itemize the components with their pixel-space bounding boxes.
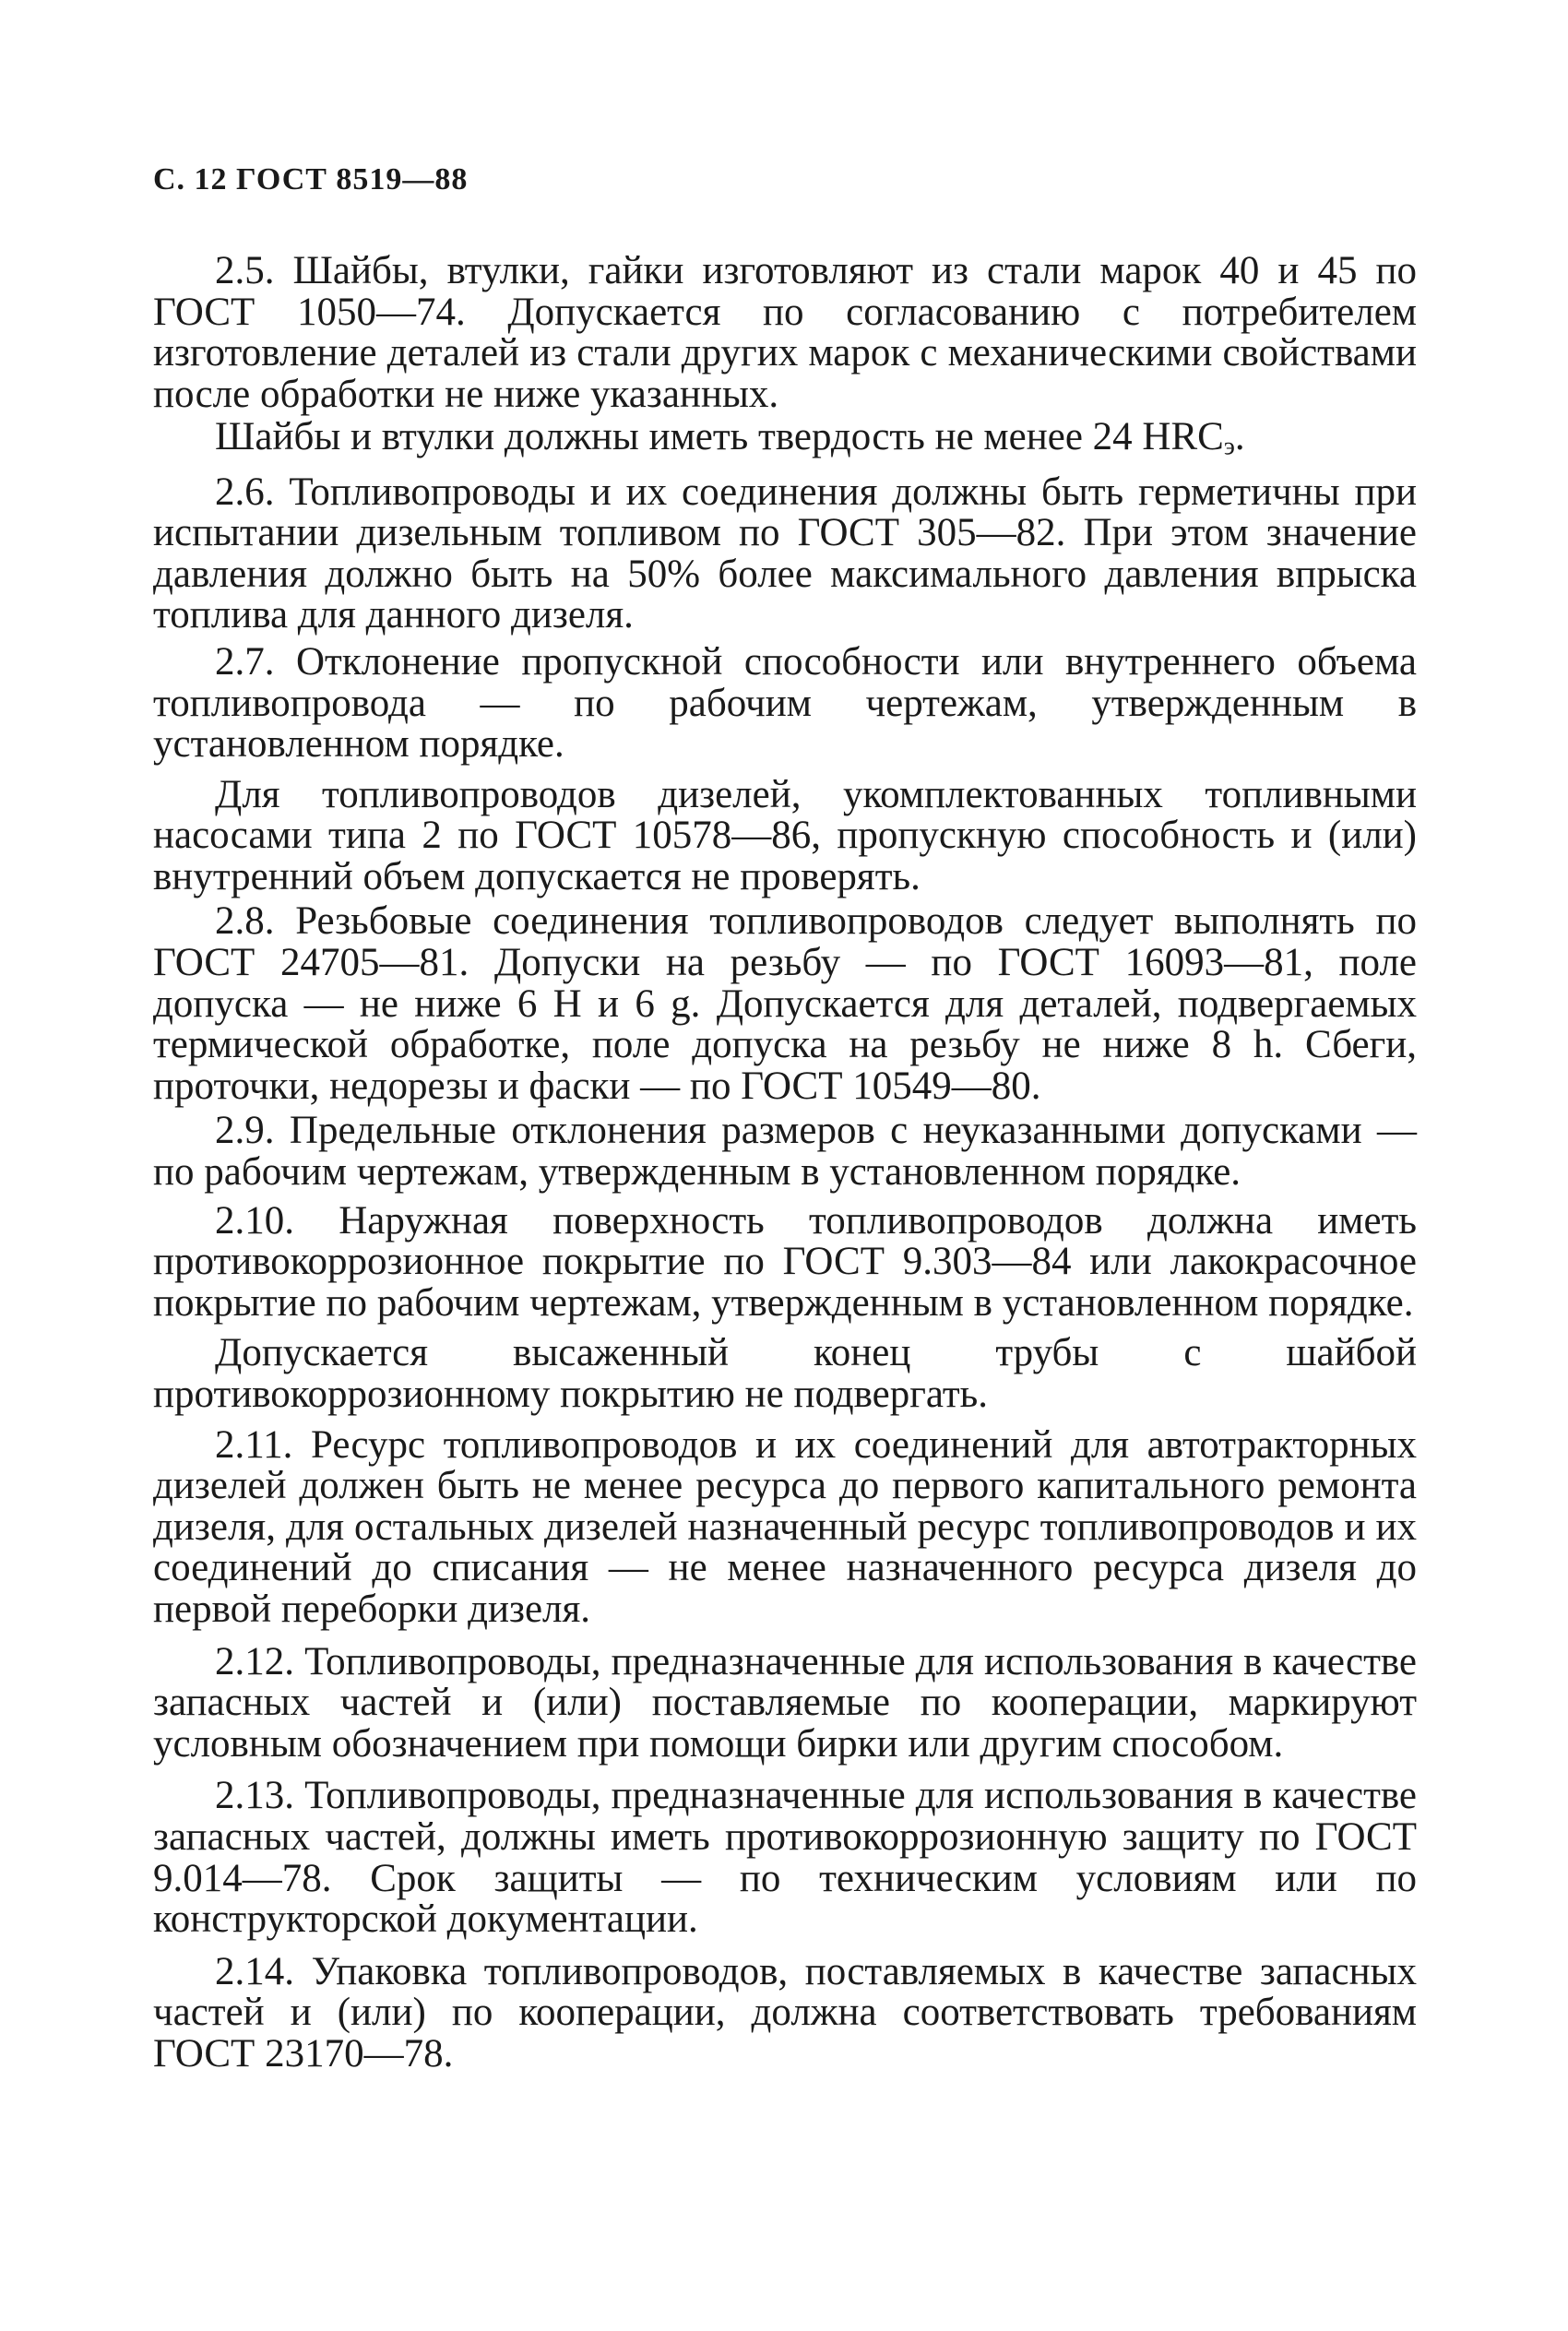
hardness-text: Шайбы и втулки должны иметь твердость не менее 24 HRC	[215, 415, 1224, 459]
paragraph-2-7: 2.7. Отклонение пропускной способности или внутреннего объема топливопровода — по рабочим чертежам, утвержденным в установленном порядке.	[153, 639, 1417, 767]
paragraph-2-10: 2.10. Наружная поверхность топливопроводов должна иметь противокоррозионное покрытие по ГОСТ 9.303—84 или лакокрасочное покрытие по рабочим чертежам, утвержденным в установленном порядке.	[153, 1198, 1417, 1325]
paragraph-topliv-nasos: Для топливопроводов дизелей, укомплектованных топливными насосами типа 2 по ГОСТ 10578—86, пропускную способность и (или) внутренний объем допускается не проверять.	[153, 772, 1417, 898]
paragraph-2-8: 2.8. Резьбовые соединения топливопроводов следует выполнять по ГОСТ 24705—81. Допуски на резьбу — по ГОСТ 16093—81, поле допуска — не ниже 6 Н и 6 g. Допускается для деталей, подвергаемых термической обработке, поле допуска на резьбу не ниже 8 h. Сбеги, проточки, недорезы и фаски — по ГОСТ 10549—80.	[153, 899, 1417, 1108]
paragraph-korroziya: Допускается высаженный конец трубы с шайбой противокоррозионному покрытию не подвергать.	[153, 1331, 1417, 1417]
paragraph-2-14: 2.14. Упаковка топливопроводов, поставляемых в качестве запасных частей и (или) по кооперации, должна соответствовать требованиям ГОСТ 23170—78.	[153, 1949, 1417, 2075]
paragraph-2-9: 2.9. Предельные отклонения размеров с неуказанными допусками — по рабочим чертежам, утвержденным в установленном порядке.	[153, 1109, 1417, 1195]
hardness-tail: .	[1234, 415, 1245, 459]
paragraph-2-5: 2.5. Шайбы, втулки, гайки изготовляют из стали марок 40 и 45 по ГОСТ 1050—74. Допускается по согласованию с потребителем изготовление деталей из стали других марок с механическими свойствами после обработки не ниже указанных.	[153, 249, 1417, 416]
paragraph-2-6: 2.6. Топливопроводы и их соединения должны быть герметичны при испытании дизельным топливом по ГОСТ 305—82. При этом значение давления должно быть на 50% более максимального давления впрыска топлива для данного дизеля.	[153, 470, 1417, 637]
paragraph-2-13: 2.13. Топливопроводы, предназначенные для использования в качестве запасных частей, должны иметь противокоррозионную защиту по ГОСТ 9.014—78. Срок защиты — по техническим условиям или по конструкторской документации.	[153, 1774, 1417, 1942]
hardness-subscript: э	[1223, 432, 1235, 461]
page-header: С. 12 ГОСТ 8519—88	[153, 162, 469, 196]
document-body	[153, 251, 1417, 2075]
paragraph-2-12: 2.12. Топливопроводы, предназначенные для использования в качестве запасных частей и (или) поставляемые по кооперации, маркируют условным обозначением при помощи бирки или другим способом.	[153, 1639, 1417, 1766]
paragraph-hardness	[153, 417, 1417, 468]
paragraph-2-11: 2.11. Ресурс топливопроводов и их соединений для автотракторных дизелей должен быть не менее ресурса до первого капитального ремонта дизеля, для остальных дизелей назначенный ресурс топливопроводов и их соединений до списания — не менее назначенного ресурса дизеля до первой переборки дизеля.	[153, 1422, 1417, 1631]
